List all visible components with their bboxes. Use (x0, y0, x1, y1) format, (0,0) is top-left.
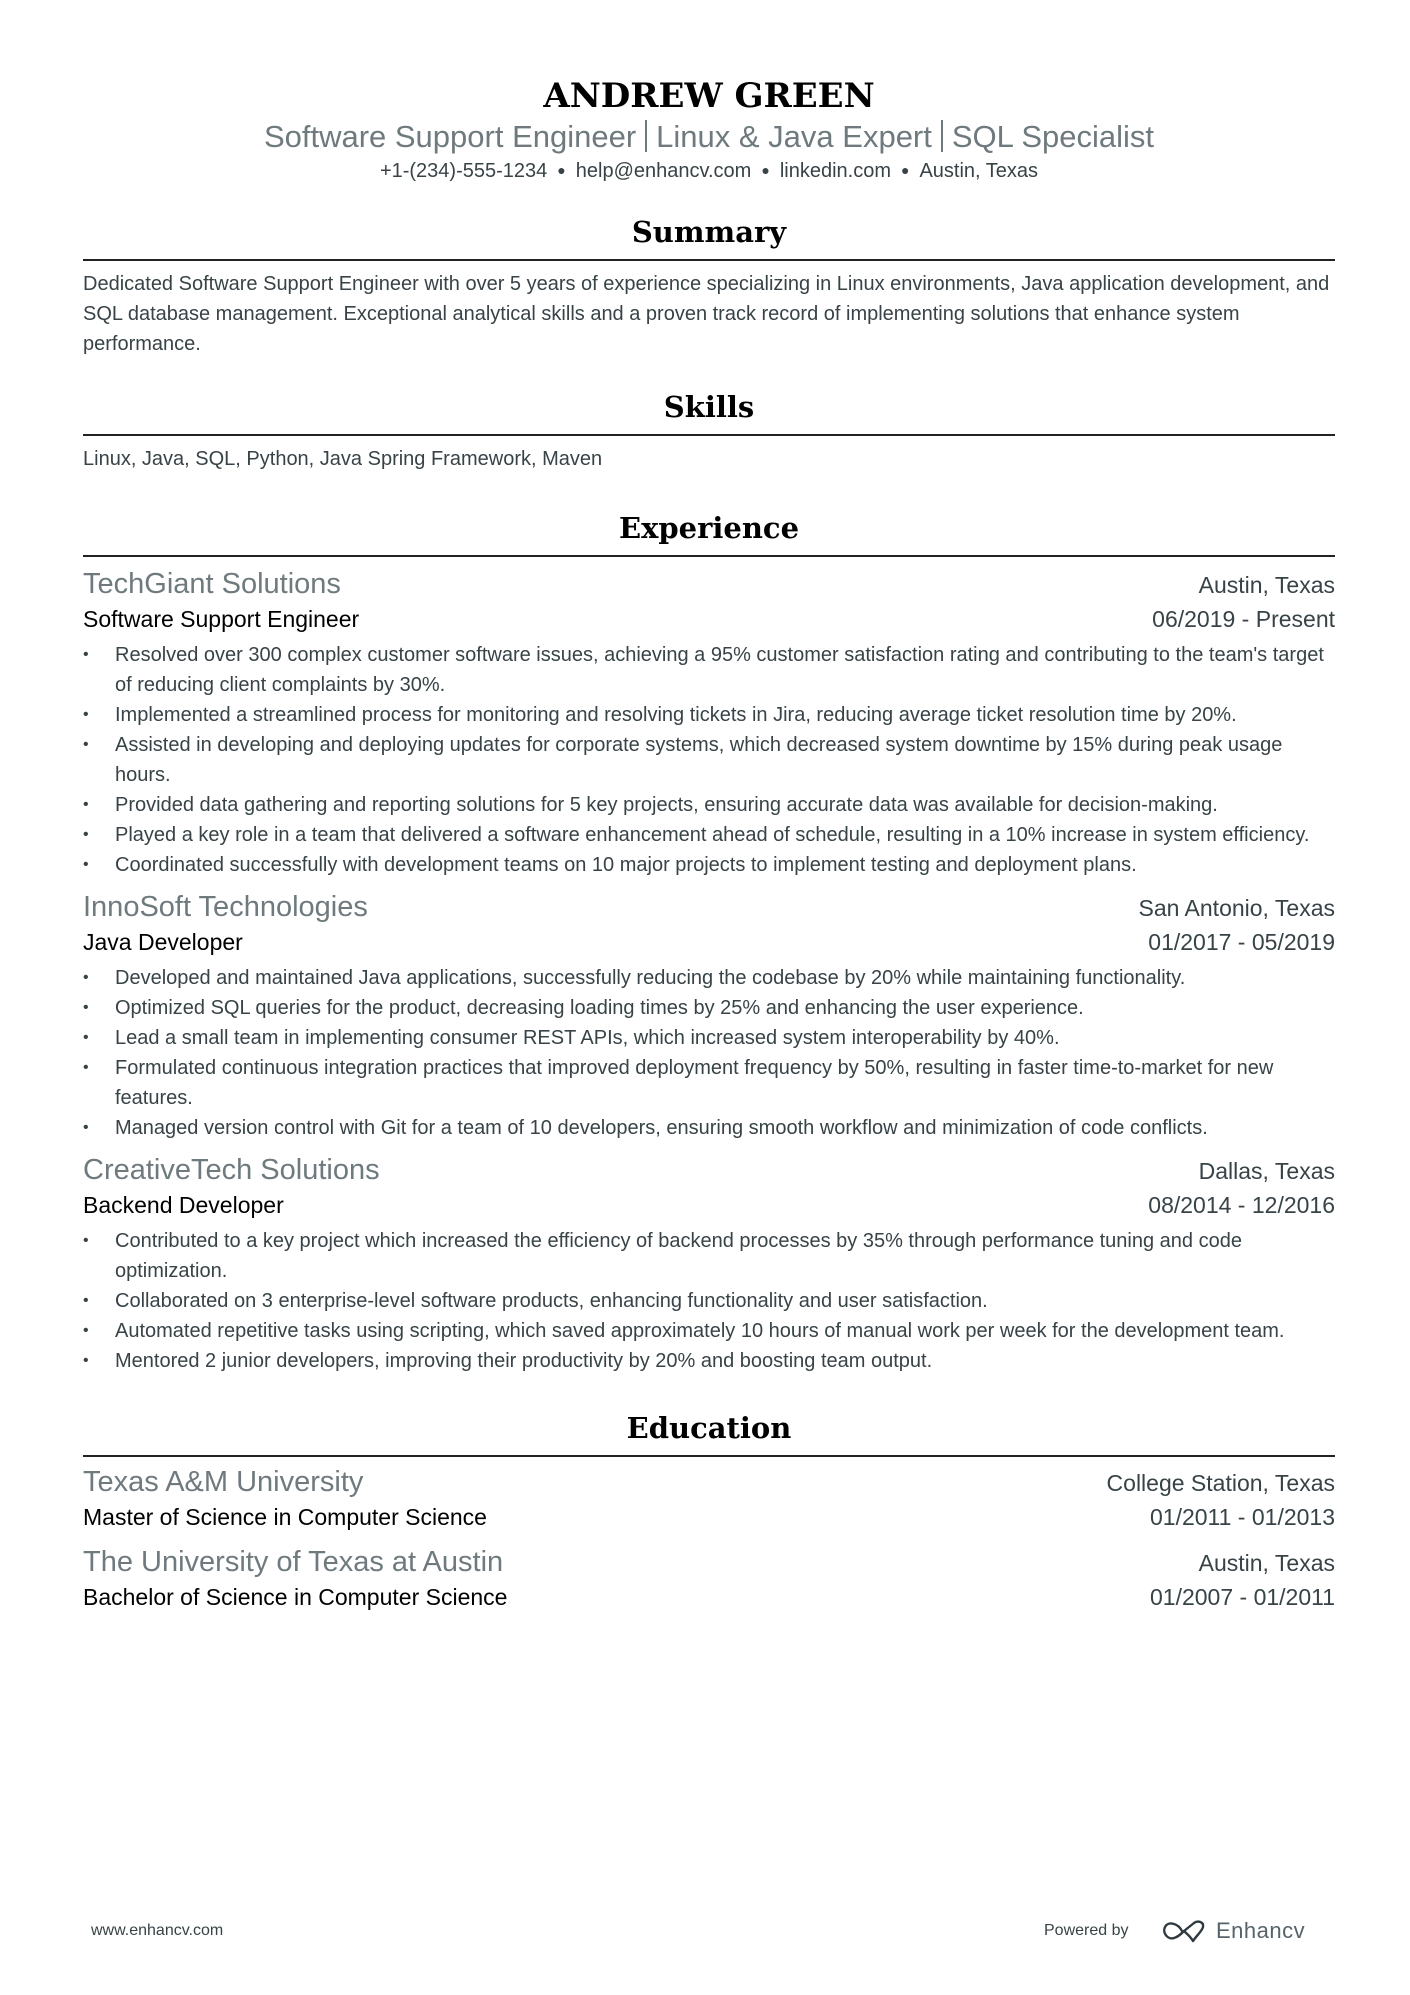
headline-divider (645, 120, 647, 152)
achievement-item: • Coordinated successfully with development teams on 10 major projects to implement testing and deployment plans. (83, 850, 1335, 880)
headline (83, 117, 1335, 157)
enhancv-logo[interactable] (1160, 1918, 1305, 1944)
achievement-item: • Mentored 2 junior developers, improving their productivity by 20% and boosting team output. (83, 1346, 1335, 1376)
job-location: Austin, Texas (1198, 572, 1335, 598)
job-title: Software Support Engineer (83, 606, 360, 632)
achievement-item: • Resolved over 300 complex customer software issues, achieving a 95% customer satisfaction rating and contributing to the team's target of reducing client complaints by 30%. (83, 640, 1335, 700)
contact-phone[interactable]: +1-(234)-555-1234 (379, 160, 548, 182)
achievement-item: • Optimized SQL queries for the product, decreasing loading times by 25% and enhancing the user experience. (83, 993, 1335, 1023)
candidate-name: ANDREW GREEN (543, 76, 875, 116)
education-entry (83, 1543, 1335, 1613)
company-name: CreativeTech Solutions (83, 1154, 380, 1186)
section-heading-education: Education (626, 1411, 792, 1445)
bullet-separator-icon: ● (900, 162, 910, 178)
headline-part: Linux & Java Expert (656, 119, 932, 154)
job-location: Dallas, Texas (1198, 1158, 1335, 1184)
section-divider (83, 434, 1335, 436)
contact-email[interactable]: help@enhancv.com (575, 160, 752, 182)
achievement-list (83, 963, 1335, 1143)
experience-entry (83, 1151, 1335, 1376)
contact-location: Austin, Texas (919, 160, 1039, 182)
degree: Master of Science in Computer Science (83, 1504, 487, 1530)
achievement-item: • Provided data gathering and reporting solutions for 5 key projects, ensuring accurate data was available for decision-making. (83, 790, 1335, 820)
job-dates: 06/2019 - Present (1152, 606, 1335, 632)
experience-entry (83, 565, 1335, 880)
education-section (83, 1410, 1335, 1613)
job-location: San Antonio, Texas (1138, 895, 1335, 921)
section-divider (83, 555, 1335, 557)
enhancv-brand-text: Enhancv (1216, 1918, 1306, 1943)
section-heading-skills: Skills (663, 390, 755, 424)
page-footer (0, 1918, 1410, 1958)
achievement-list (83, 1226, 1335, 1376)
section-divider (83, 259, 1335, 261)
achievement-item: • Managed version control with Git for a team of 10 developers, ensuring smooth workflow and minimization of code conflicts. (83, 1113, 1335, 1143)
section-heading-experience: Experience (618, 511, 800, 545)
achievement-item: • Collaborated on 3 enterprise-level software products, enhancing functionality and user satisfaction. (83, 1286, 1335, 1316)
achievement-item: • Automated repetitive tasks using scripting, which saved approximately 10 hours of manual work per week for the development team. (83, 1316, 1335, 1346)
achievement-item: • Assisted in developing and deploying updates for corporate systems, which decreased system downtime by 15% during peak usage hours. (83, 730, 1335, 790)
headline-part: Software Support Engineer (263, 119, 637, 154)
school-location: College Station, Texas (1106, 1470, 1335, 1496)
headline-divider (941, 120, 943, 152)
education-entry (83, 1463, 1335, 1533)
achievement-item: • Developed and maintained Java applications, successfully reducing the codebase by 20% while maintaining functionality. (83, 963, 1335, 993)
contact-line (83, 157, 1335, 184)
summary-section (83, 214, 1335, 359)
education-dates: 01/2011 - 01/2013 (1149, 1504, 1335, 1530)
section-divider (83, 1455, 1335, 1457)
school-location: Austin, Texas (1198, 1550, 1335, 1576)
job-dates: 08/2014 - 12/2016 (1148, 1192, 1335, 1218)
summary-text: Dedicated Software Support Engineer with over 5 years of experience specializing in Linux environments, Java application development, and SQL database management. Exceptional analytical skills and a proven track record of implementing solutions that enhance system performance. (83, 273, 1330, 355)
skills-section (83, 389, 1335, 474)
enhancv-infinity-heart-icon (1160, 1918, 1208, 1944)
achievement-item: • Played a key role in a team that delivered a software enhancement ahead of schedule, resulting in a 10% increase in system efficiency. (83, 820, 1335, 850)
achievement-list (83, 640, 1335, 880)
education-dates: 01/2007 - 01/2011 (1149, 1584, 1335, 1610)
achievement-item: • Implemented a streamlined process for monitoring and resolving tickets in Jira, reducing average ticket resolution time by 20%. (83, 700, 1335, 730)
achievement-item: • Formulated continuous integration practices that improved deployment frequency by 50%, resulting in faster time-to-market for new features. (83, 1053, 1335, 1113)
bullet-separator-icon: ● (557, 162, 566, 178)
section-heading-summary: Summary (631, 215, 787, 249)
resume-page (83, 0, 1335, 1613)
experience-section (83, 510, 1335, 1376)
skills-text: Linux, Java, SQL, Python, Java Spring Framework, Maven (83, 448, 603, 470)
footer-website-link[interactable]: www.enhancv.com (91, 1922, 224, 1939)
job-title: Java Developer (83, 929, 243, 955)
job-title: Backend Developer (83, 1192, 284, 1218)
resume-header (83, 0, 1335, 184)
company-name: InnoSoft Technologies (83, 891, 368, 923)
job-dates: 01/2017 - 05/2019 (1148, 929, 1335, 955)
experience-entry (83, 888, 1335, 1143)
school-name: The University of Texas at Austin (83, 1546, 504, 1578)
degree: Bachelor of Science in Computer Science (83, 1584, 508, 1610)
contact-linkedin[interactable]: linkedin.com (779, 160, 891, 182)
headline-part: SQL Specialist (951, 119, 1155, 154)
achievement-item: • Lead a small team in implementing consumer REST APIs, which increased system interoperability by 40%. (83, 1023, 1335, 1053)
school-name: Texas A&M University (83, 1466, 364, 1498)
achievement-item: • Contributed to a key project which increased the efficiency of backend processes by 35% through performance tuning and code optimization. (83, 1226, 1335, 1286)
bullet-separator-icon: ● (761, 162, 770, 178)
powered-by-label: Powered by (1044, 1922, 1129, 1939)
company-name: TechGiant Solutions (83, 568, 341, 600)
